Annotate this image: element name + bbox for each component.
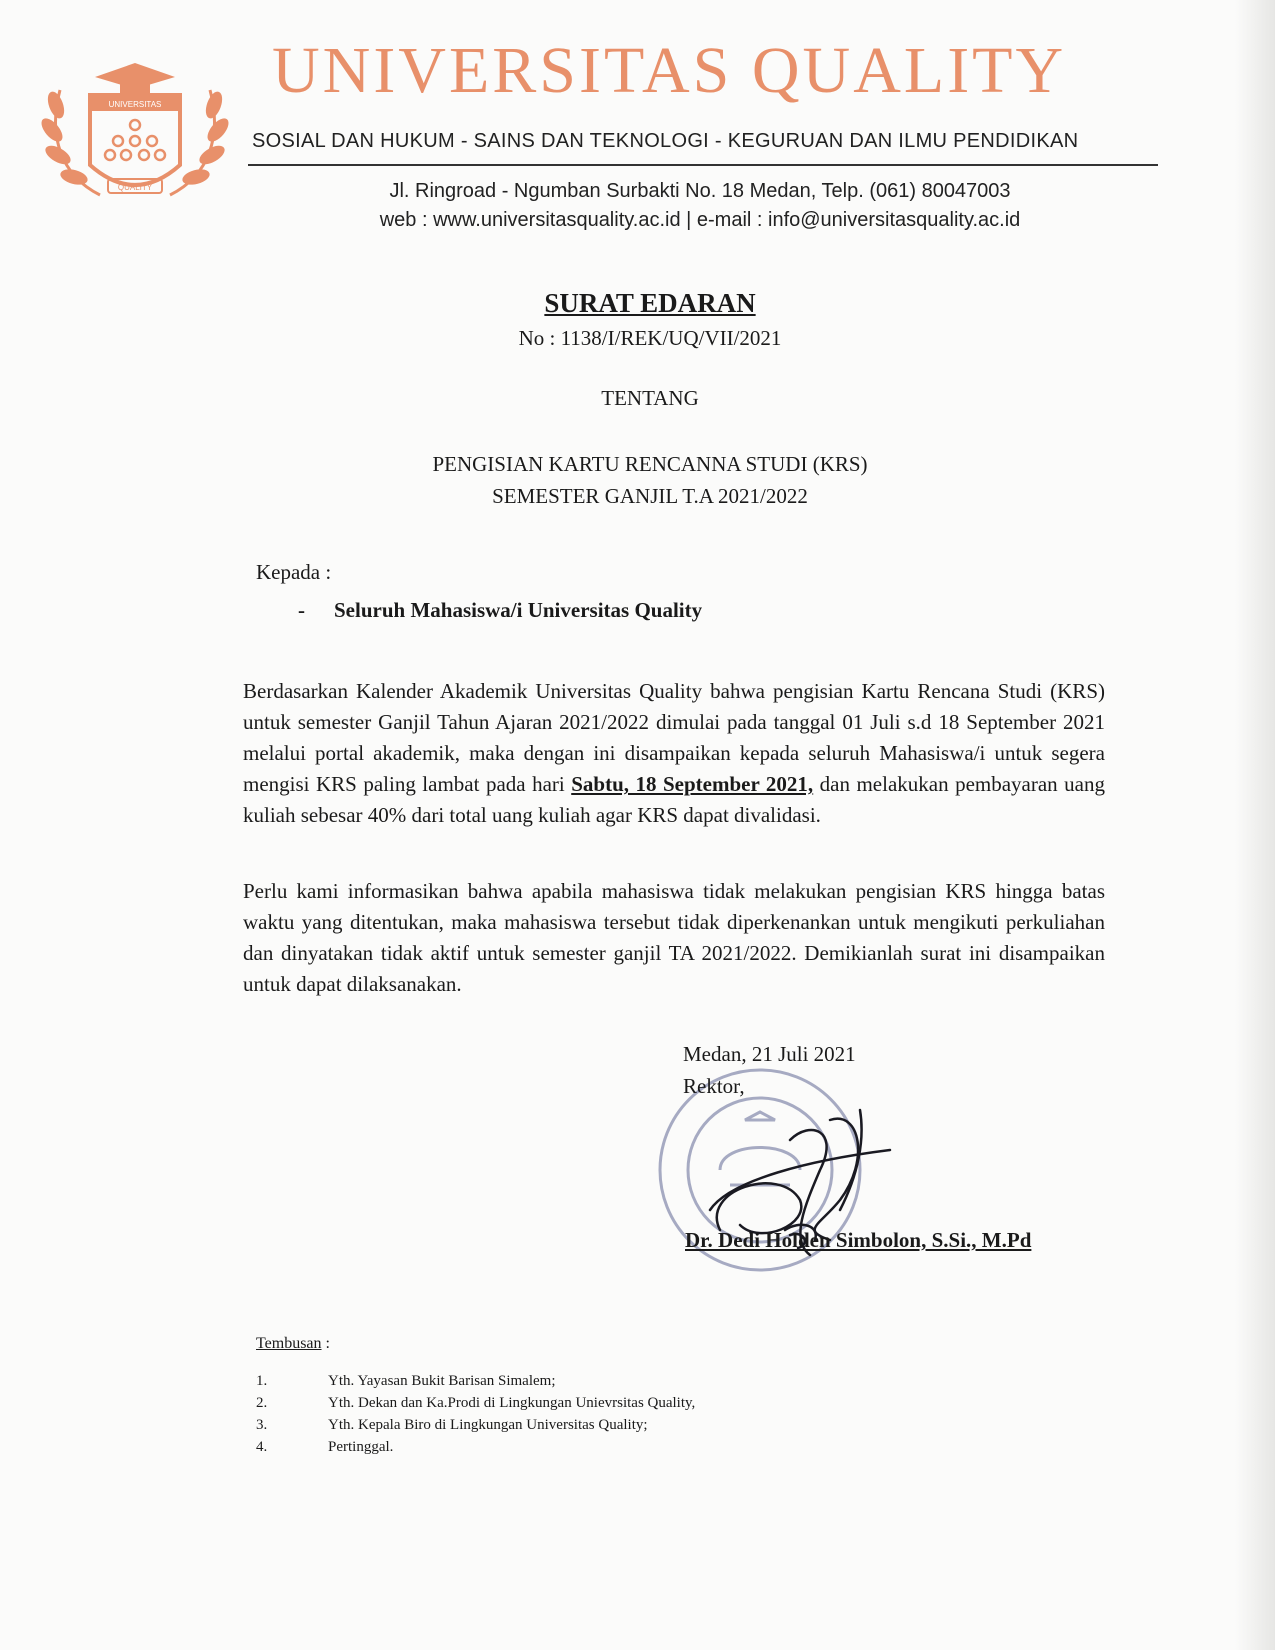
cc-item-number: 4. <box>256 1439 268 1455</box>
cc-item-text: Yth. Yayasan Bukit Barisan Simalem; <box>328 1373 556 1389</box>
signatory-name: Dr. Dedi Holden Simbolon, S.Si., M.Pd <box>685 1228 1032 1252</box>
list-item <box>256 1370 856 1392</box>
cc-item-number: 1. <box>256 1373 268 1389</box>
cc-label-text: Tembusan <box>256 1335 322 1352</box>
to-label: Kepada : <box>256 560 332 584</box>
contact-line: web : www.universitasquality.ac.id | e-mail : info@universitasquality.ac.id <box>379 209 1021 231</box>
scan-edge-shadow <box>1235 0 1275 1650</box>
signature-role: Rektor, <box>683 1074 745 1098</box>
letterhead-divider <box>248 164 1158 166</box>
paragraph-1-start: Berdasarkan Kalender Akademik Universitas Quality bahwa pengisian Kartu Rencana Studi (KRS) untuk semester Ganjil Tahun Ajaran 2021/2022 dimulai pada tanggal 01 Juli s.d 18 September 2021 melalui portal akademik, maka dengan ini disampaikan kepada seluruh Mahasiswa/i untuk segera mengisi KRS paling lambat pada hari <box>243 679 1105 796</box>
cc-item-number: 3. <box>256 1417 268 1433</box>
recipient <box>298 598 702 623</box>
deadline-emphasis: Sabtu, 18 September 2021, <box>571 772 814 796</box>
cc-list <box>256 1370 856 1458</box>
university-name: UNIVERSITAS QUALITY <box>272 34 1067 107</box>
list-dash: - <box>298 598 305 622</box>
subject-line-2: SEMESTER GANJIL T.A 2021/2022 <box>492 484 808 508</box>
paragraph-1 <box>243 676 1105 831</box>
cc-label: Tembusan : <box>256 1335 330 1352</box>
paragraph-1-end: dan melakukan pembayaran uang kuliah sebesar 40% dari total uang kuliah agar KRS dapat divalidasi. <box>243 772 1105 827</box>
university-crest-icon <box>40 55 230 205</box>
letter-number: No : 1138/I/REK/UQ/VII/2021 <box>518 326 782 350</box>
letter-title: SURAT EDARAN <box>544 288 756 318</box>
cc-item-text: Yth. Dekan dan Ka.Prodi di Lingkungan Unievrsitas Quality, <box>328 1395 696 1411</box>
signature-place-date: Medan, 21 Juli 2021 <box>683 1042 856 1066</box>
address-line: Jl. Ringroad - Ngumban Surbakti No. 18 Medan, Telp. (061) 80047003 <box>389 180 1011 202</box>
faculties-line: SOSIAL DAN HUKUM - SAINS DAN TEKNOLOGI - KEGURUAN DAN ILMU PENDIDIKAN <box>252 130 1079 152</box>
recipient-text: Seluruh Mahasiswa/i Universitas Quality <box>334 598 703 622</box>
svg-text:UNIVERSITAS: UNIVERSITAS <box>108 100 162 109</box>
cc-item-text: Pertinggal. <box>328 1439 394 1455</box>
list-item <box>256 1436 856 1458</box>
address-block <box>300 177 1100 235</box>
about-label: TENTANG <box>601 386 699 410</box>
letter-subject <box>320 448 980 512</box>
paragraph-2: Perlu kami informasikan bahwa apabila mahasiswa tidak melakukan pengisian KRS hingga batas waktu yang ditentukan, maka mahasiswa tersebut tidak diperkenankan untuk mengikuti perkuliahan dan dinyatakan tidak aktif untuk semester ganjil TA 2021/2022. Demikianlah surat ini disampaikan untuk dapat dilaksanakan. <box>243 879 1105 996</box>
cc-item-text: Yth. Kepala Biro di Lingkungan Universitas Quality; <box>328 1417 648 1433</box>
list-item <box>256 1414 856 1436</box>
svg-text:QUALITY: QUALITY <box>117 183 153 192</box>
cc-item-number: 2. <box>256 1395 268 1411</box>
subject-line-1: PENGISIAN KARTU RENCANNA STUDI (KRS) <box>432 452 868 476</box>
list-item <box>256 1392 856 1414</box>
